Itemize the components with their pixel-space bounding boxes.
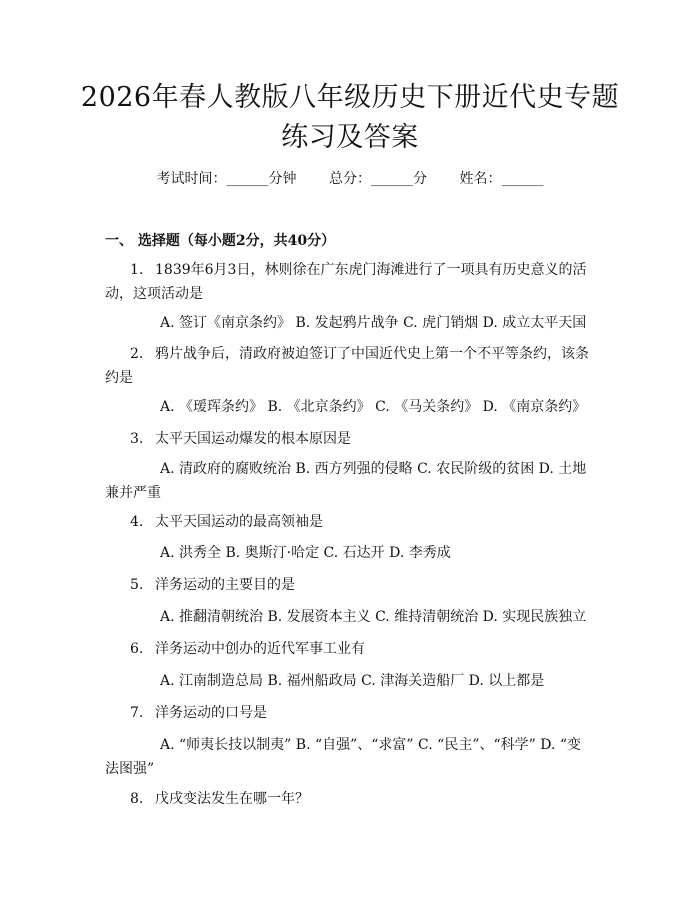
question-2-options: [105, 395, 595, 419]
options-text: A. “师夷长技以制夷” B. “自强”、“求富” C. “民主”、“科学” D. “变法图强”: [105, 737, 582, 777]
question-5-options: [105, 605, 595, 629]
question-6: [105, 637, 595, 661]
question-text: 1839年6月3日，林则徐在广东虎门海滩进行了一项具有历史意义的活动，这项活动是: [105, 262, 587, 302]
question-2: [105, 342, 595, 390]
question-number: 8.: [130, 791, 144, 807]
student-name: 姓名：______: [459, 171, 544, 187]
question-3: [105, 427, 595, 451]
options-text: A. 推翻清朝统治 B. 发展资本主义 C. 维持清朝统治 D. 实现民族独立: [160, 609, 587, 625]
section-heading: 一、 选择题（每小题2分，共40分）: [105, 233, 336, 249]
options-text: A. 清政府的腐败统治 B. 西方列强的侵略 C. 农民阶级的贫困 D. 土地兼并严重: [105, 461, 587, 501]
document-title: [60, 78, 640, 158]
total-score: 总分：______分: [329, 171, 427, 187]
question-4: [105, 510, 595, 534]
title-line-1: 2026年春人教版八年级历史下册近代史专题: [80, 82, 620, 113]
question-number: 5.: [130, 577, 144, 593]
question-number: 4.: [130, 514, 144, 530]
question-6-options: [105, 669, 595, 693]
question-4-options: [105, 541, 595, 565]
options-text: A. 洪秀全 B. 奥斯汀·哈定 C. 石达开 D. 李秀成: [160, 545, 451, 561]
question-text: 洋务运动的口号是: [155, 705, 267, 721]
exam-info: [0, 168, 700, 188]
question-number: 7.: [130, 705, 144, 721]
question-text: 鸦片战争后，清政府被迫签订了中国近代史上第一个不平等条约，该条约是: [105, 346, 589, 386]
options-text: A. 江南制造总局 B. 福州船政局 C. 津海关造船厂 D. 以上都是: [160, 673, 545, 689]
question-text: 太平天国运动爆发的根本原因是: [155, 431, 351, 447]
question-number: 2.: [130, 346, 144, 362]
options-text: A. 签订《南京条约》 B. 发起鸦片战争 C. 虎门销烟 D. 成立太平天国: [160, 315, 587, 331]
exam-time: 考试时间：______分钟: [156, 171, 297, 187]
question-1: [105, 258, 595, 306]
question-7: [105, 701, 595, 725]
question-3-options: [105, 457, 595, 505]
question-number: 1.: [130, 262, 144, 278]
question-5: [105, 573, 595, 597]
options-text: A. 《瑷珲条约》 B. 《北京条约》 C. 《马关条约》 D. 《南京条约》: [160, 399, 587, 415]
question-1-options: [105, 311, 595, 335]
question-number: 6.: [130, 641, 144, 657]
question-text: 戊戌变法发生在哪一年？: [155, 791, 309, 807]
question-8: [105, 787, 595, 811]
question-text: 太平天国运动的最高领袖是: [155, 514, 323, 530]
title-line-2: 练习及答案: [281, 122, 419, 153]
question-text: 洋务运动中创办的近代军事工业有: [155, 641, 365, 657]
question-7-options: [105, 733, 595, 781]
question-number: 3.: [130, 431, 144, 447]
question-text: 洋务运动的主要目的是: [155, 577, 295, 593]
